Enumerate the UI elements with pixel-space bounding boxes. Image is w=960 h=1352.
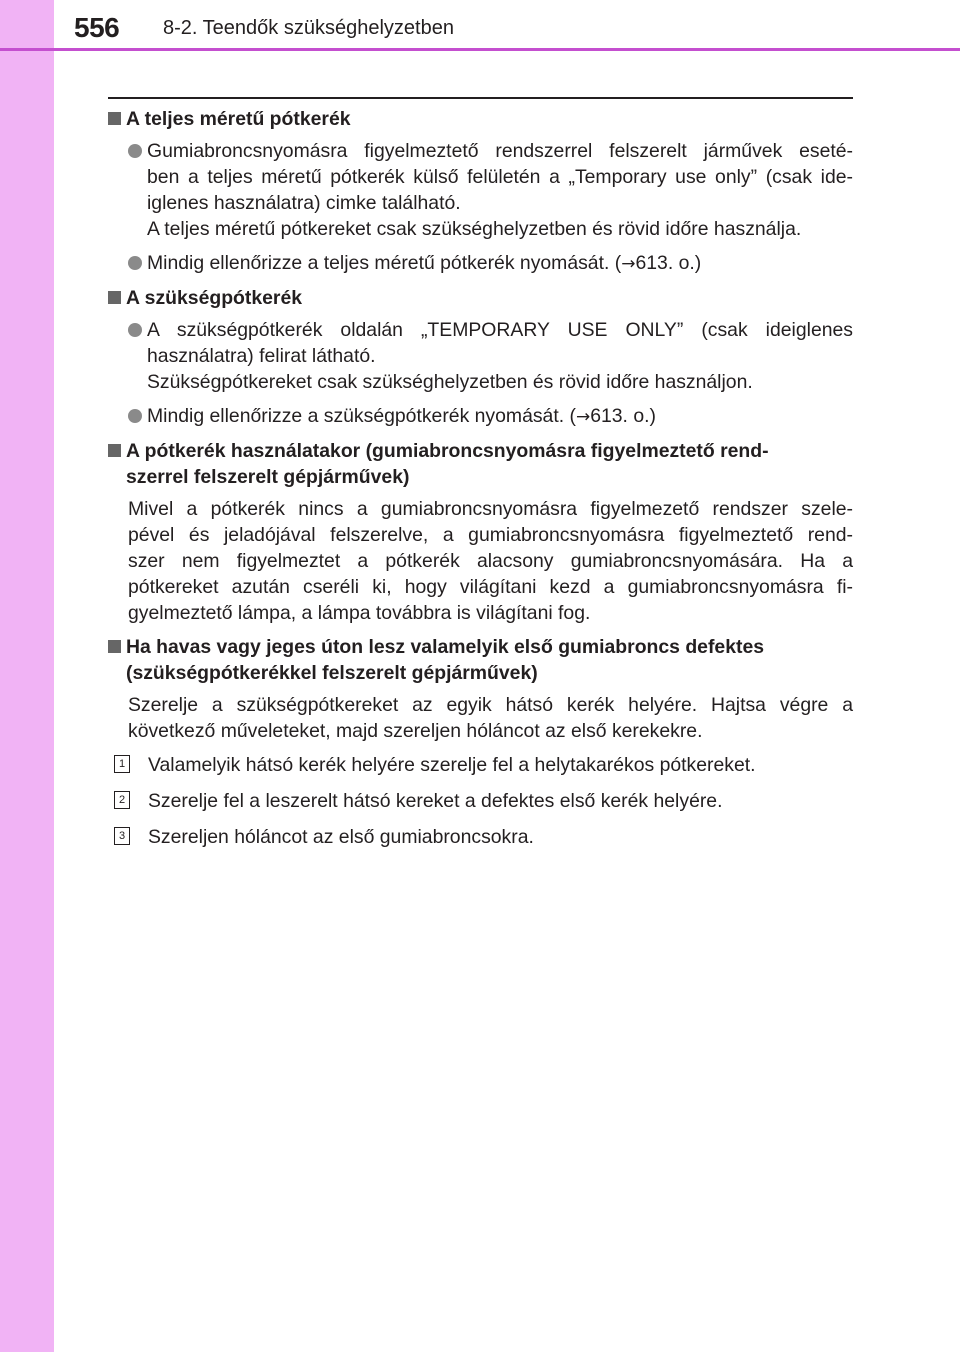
step-number-badge: 3 bbox=[114, 827, 130, 845]
heading bbox=[108, 634, 853, 686]
heading-line: A pótkerék használatakor (gumiabroncsnyomásra figyelmeztető rend- bbox=[126, 440, 769, 462]
page-number: 556 bbox=[74, 12, 120, 43]
circle-bullet-icon bbox=[128, 409, 142, 423]
text-line: ben a teljes méretű pótkerék külső felületén a „Temporary use only” (csak ide- bbox=[147, 166, 853, 188]
step-text: Valamelyik hátsó kerék helyére szerelje fel a helytakarékos pótkereket. bbox=[148, 754, 756, 776]
step-2 bbox=[114, 788, 853, 814]
circle-bullet-icon bbox=[128, 256, 142, 270]
text-line: A szükségpótkerék oldalán „TEMPORARY USE ONLY” (csak ideiglenes bbox=[147, 319, 853, 341]
section-title: 8-2. Teendők szükséghelyzetben bbox=[163, 17, 454, 39]
square-bullet-icon bbox=[108, 112, 121, 125]
text-line: használatra) felirat látható. bbox=[147, 345, 376, 367]
heading: A szükségpótkerék bbox=[108, 285, 853, 311]
step-number-badge: 1 bbox=[114, 755, 130, 773]
section-compact-spare bbox=[108, 285, 853, 430]
section-tpms-spare bbox=[108, 438, 853, 626]
paragraph bbox=[128, 692, 853, 744]
text-line: Szükségpótkereket csak szükséghelyzetben és rövid időre használjon. bbox=[147, 371, 753, 393]
heading-line: szerrel felszerelt gépjárművek) bbox=[126, 466, 410, 488]
square-bullet-icon bbox=[108, 291, 121, 304]
section-snow-ice bbox=[108, 634, 853, 850]
heading-line: Ha havas vagy jeges úton lesz valamelyik első gumiabroncs defektes bbox=[126, 636, 765, 658]
step-text: Szereljen hóláncot az első gumiabroncsokra. bbox=[148, 826, 534, 848]
page-ref: 613. o.) bbox=[635, 252, 702, 274]
bullet-item bbox=[128, 317, 853, 395]
page-ref: 613. o.) bbox=[590, 405, 656, 427]
square-bullet-icon bbox=[108, 444, 121, 457]
text-line: A teljes méretű pótkereket csak szükséghelyzetben és rövid időre használja. bbox=[147, 218, 802, 240]
text-prefix: Mindig ellenőrizze a szükségpótkerék nyomását. ( bbox=[147, 405, 576, 427]
paragraph bbox=[128, 496, 853, 626]
text-line: Mivel a pótkerék nincs a gumiabroncsnyomásra figyelmezető rendszer szele- bbox=[128, 498, 853, 520]
text-line: szer nem figyelmeztet a pótkerék alacsony gumiabroncsnyomására. Ha a bbox=[128, 550, 853, 572]
square-bullet-icon bbox=[108, 640, 121, 653]
heading-line: (szükségpótkerékkel felszerelt gépjárművek) bbox=[126, 662, 538, 684]
heading: A teljes méretű pótkerék bbox=[108, 106, 853, 132]
text-line: gyelmeztető lámpa, a lámpa továbbra is világítani fog. bbox=[128, 602, 591, 624]
text-line: Gumiabroncsnyomásra figyelmeztető rendszerrel felszerelt járművek eseté- bbox=[147, 140, 853, 162]
text-line: Szerelje a szükségpótkereket az egyik hátsó kerék helyére. Hajtsa végre a bbox=[128, 694, 853, 716]
step-number-badge: 2 bbox=[114, 791, 130, 809]
step-text: Szerelje fel a leszerelt hátsó kereket a defektes első kerék helyére. bbox=[148, 790, 723, 812]
content-rule bbox=[108, 97, 853, 99]
section-full-size-spare bbox=[108, 106, 853, 277]
header-rule bbox=[0, 48, 960, 51]
content bbox=[108, 106, 853, 860]
step-3 bbox=[114, 824, 853, 850]
heading bbox=[108, 438, 853, 490]
text-line: pével és jeladójával felszerelve, a gumiabroncsnyomásra figyelmeztető rend- bbox=[128, 524, 853, 546]
arrow-right-icon: → bbox=[575, 407, 591, 427]
text-line: következő műveleteket, majd szereljen hóláncot az első kerekekre. bbox=[128, 720, 703, 742]
circle-bullet-icon bbox=[128, 144, 142, 158]
step-1 bbox=[114, 752, 853, 778]
bullet-item bbox=[128, 250, 853, 277]
page-sidebar bbox=[0, 0, 54, 1352]
bullet-item bbox=[128, 138, 853, 242]
text-line: iglenes használatra) cimke található. bbox=[147, 192, 461, 214]
arrow-right-icon: → bbox=[621, 254, 636, 274]
circle-bullet-icon bbox=[128, 323, 142, 337]
bullet-item bbox=[128, 403, 853, 430]
text-prefix: Mindig ellenőrizze a teljes méretű pótkerék nyomását. ( bbox=[147, 252, 622, 274]
text-line: pótkereket azután cseréli ki, hogy világítani kezd a gumiabroncsnyomásra fi- bbox=[128, 576, 853, 598]
